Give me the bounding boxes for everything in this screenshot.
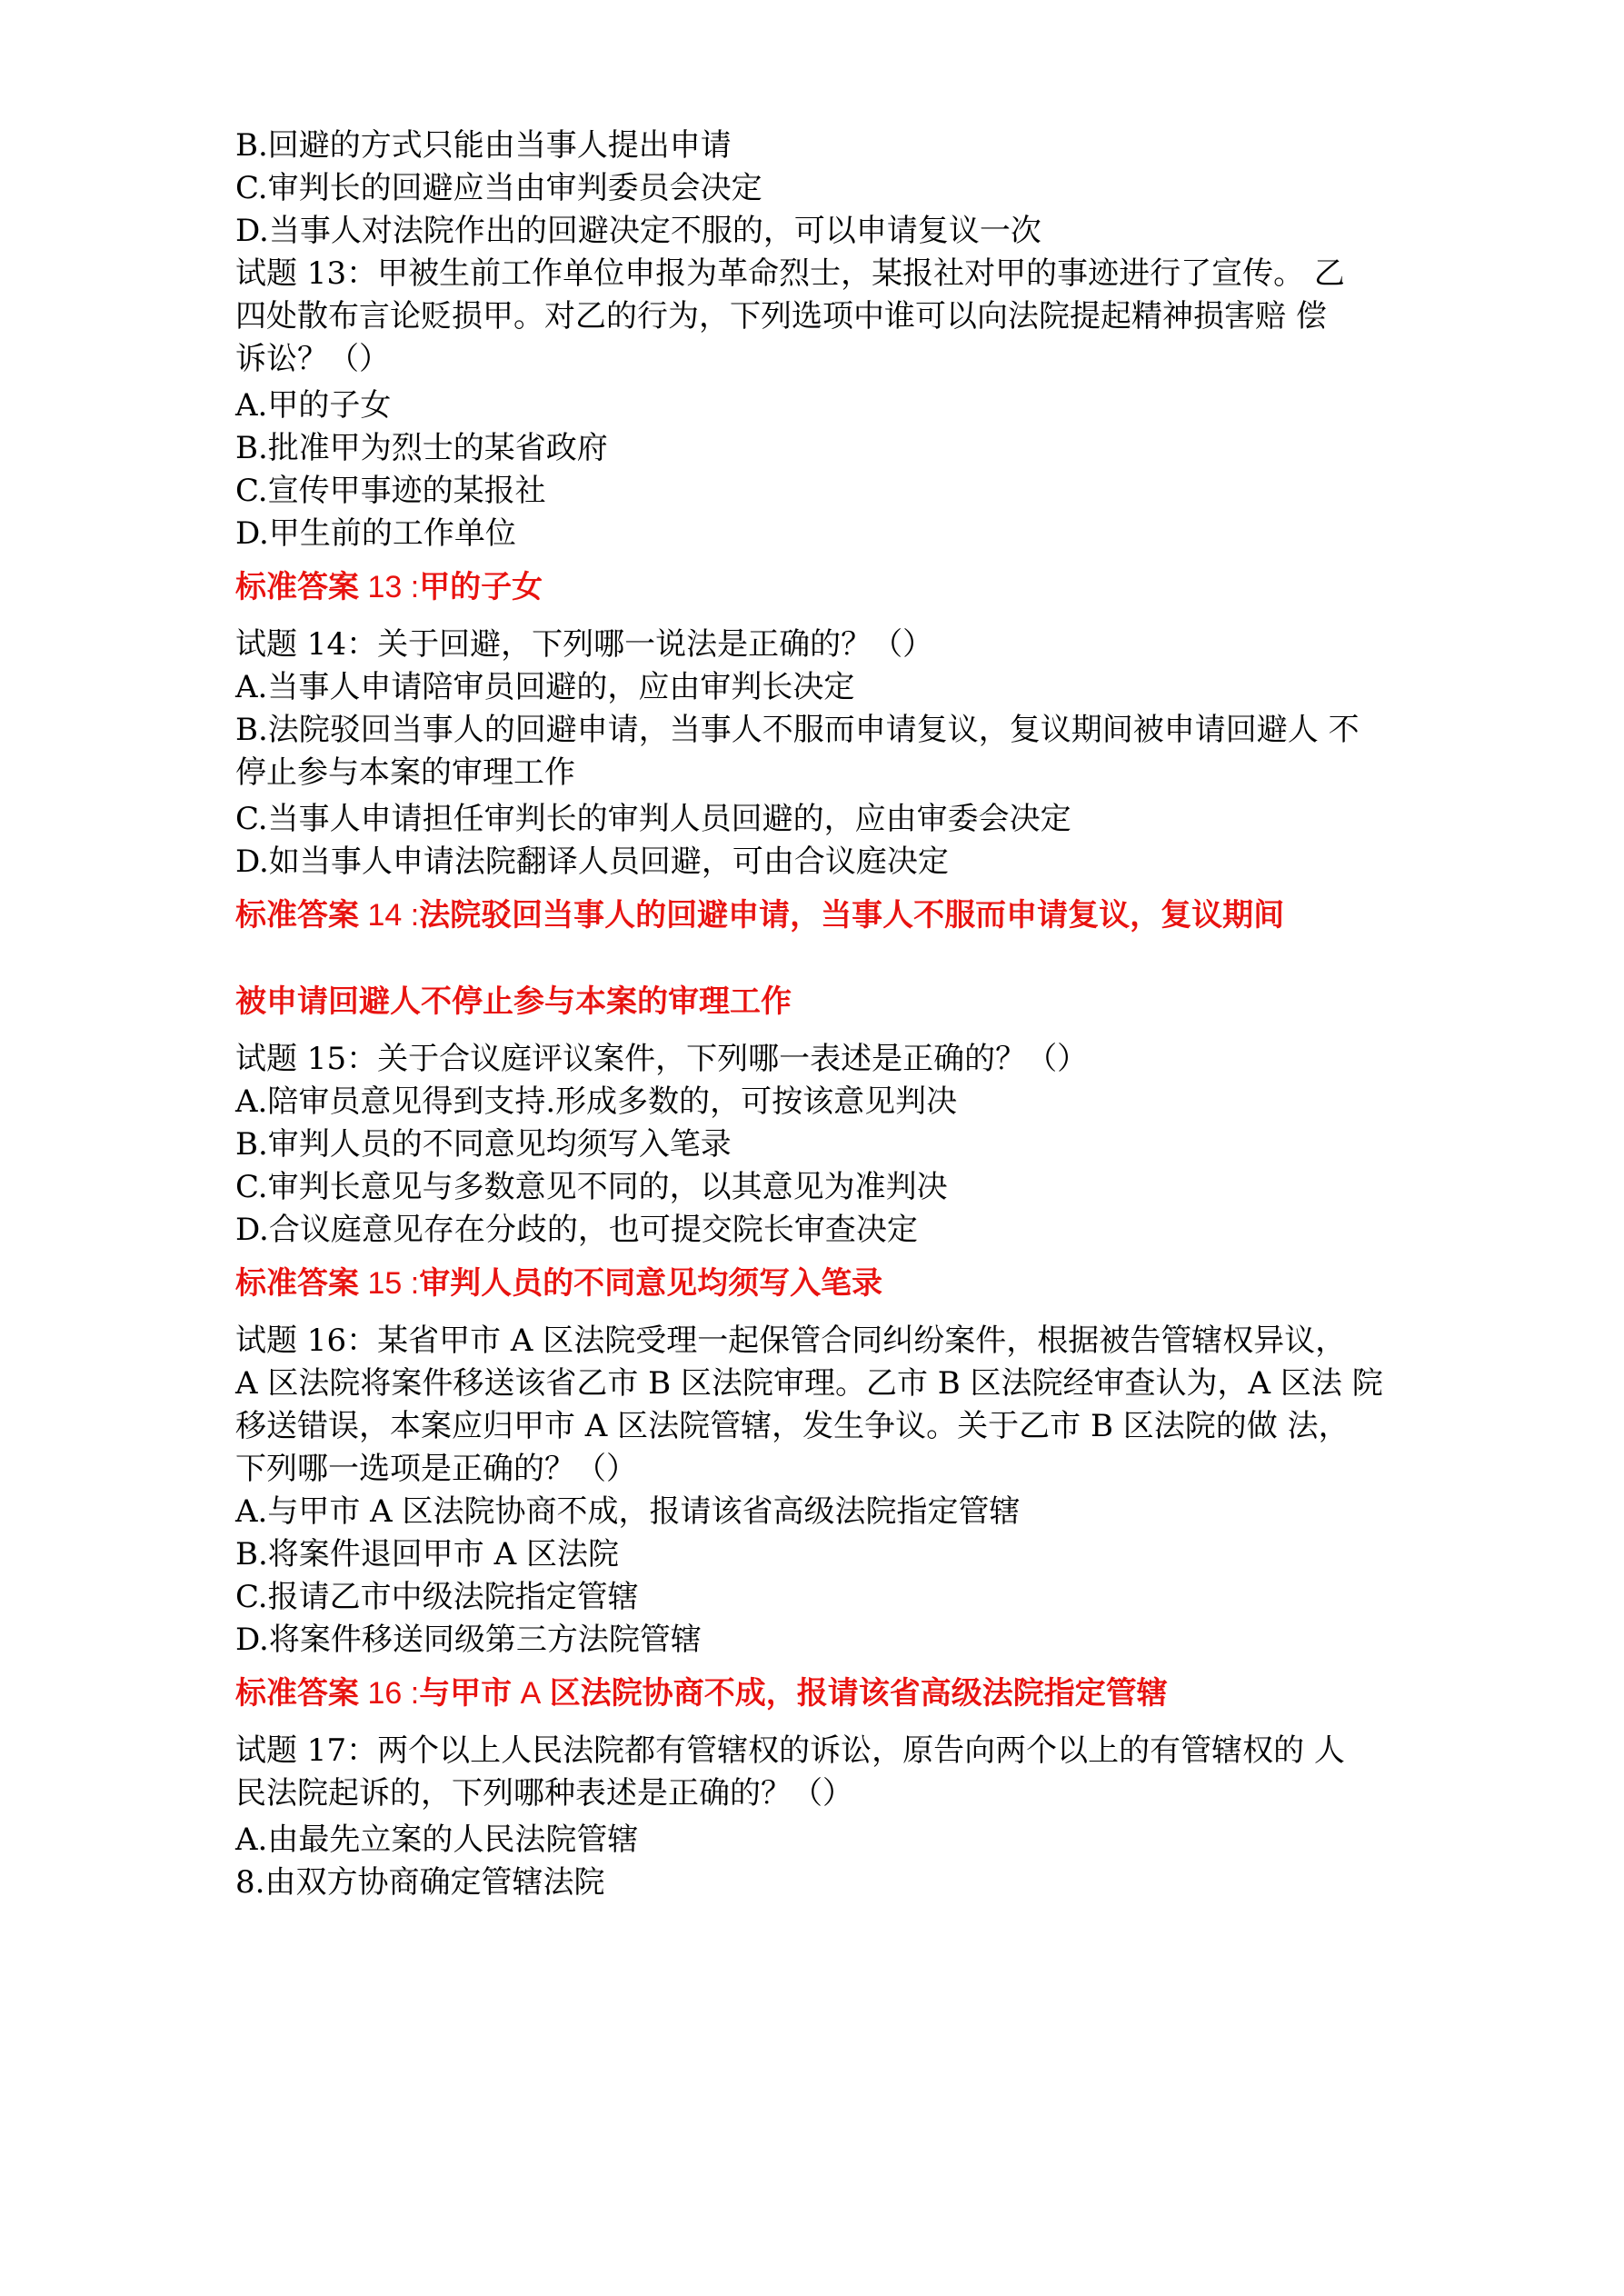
q16-stem-line-3: 移送错误，本案应归甲市 A 区法院管辖，发生争议。关于乙市 B 区法院的做 法， <box>235 1408 1350 1444</box>
q17-stem-line-2: 民法院起诉的，下列哪种表述是正确的？（） <box>235 1775 853 1812</box>
q14-option-b-line-2: 停止参与本案的审理工作 <box>235 754 575 791</box>
q13-stem-line-2: 四处散布言论贬损甲。对乙的行为，下列选项中谁可以向法院提起精神损害赔 偿 <box>235 298 1327 334</box>
q16-option-a: A.与甲市 A 区法院协商不成，报请该省高级法院指定管辖 <box>235 1493 1021 1530</box>
q14-answer <box>235 894 1417 1023</box>
answer-separator: : <box>410 898 420 933</box>
question-13 <box>235 253 1417 609</box>
q13-answer <box>235 566 1417 609</box>
q13-option-a: A.甲的子女 <box>235 387 392 424</box>
answer-text-rest: 区法院协商不成，报请该省高级法院指定管辖 <box>549 1676 1168 1711</box>
q15-option-c: C.审判长意见与多数意见不同的，以其意见为准判决 <box>235 1169 948 1205</box>
answer-separator: : <box>410 570 420 604</box>
answer-separator: : <box>410 1266 420 1301</box>
answer-number: 14 <box>367 898 403 933</box>
question-14 <box>235 624 1417 1023</box>
answer-label: 标准答案 <box>235 1266 359 1301</box>
question-16 <box>235 1320 1417 1715</box>
q15-stem-line-1: 试题 15：关于合议庭评议案件，下列哪一表述是正确的？（） <box>235 1041 1089 1077</box>
q13-stem-line-1: 试题 13：甲被生前工作单位申报为革命烈士，某报社对甲的事迹进行了宣传。 乙 <box>235 255 1345 292</box>
q12-option-b: B.回避的方式只能由当事人提出申请 <box>235 127 732 164</box>
q16-option-c: C.报请乙市中级法院指定管辖 <box>235 1579 639 1615</box>
answer-label: 标准答案 <box>235 1676 359 1711</box>
q16-option-b: B.将案件退回甲市 A 区法院 <box>235 1536 619 1572</box>
q13-option-b: B.批准甲为烈士的某省政府 <box>235 430 608 466</box>
q12-option-c: C.审判长的回避应当由审判委员会决定 <box>235 170 762 206</box>
answer-label: 标准答案 <box>235 898 359 933</box>
q13-option-c: C.宣传甲事迹的某报社 <box>235 473 546 509</box>
answer-number: 13 <box>367 570 403 604</box>
question-12-options <box>235 125 1417 253</box>
q12-option-d: D.当事人对法院作出的回避决定不服的，可以申请复议一次 <box>235 213 1041 249</box>
q16-stem-line-4: 下列哪一选项是正确的？（） <box>235 1451 637 1487</box>
answer-text: 与甲市 <box>419 1676 513 1711</box>
q16-answer <box>235 1672 1417 1715</box>
q16-stem-line-1: 试题 16：某省甲市 A 区法院受理一起保管合同纠纷案件，根据被告管辖权异议， <box>235 1323 1347 1359</box>
answer-label: 标准答案 <box>235 570 359 604</box>
q16-stem-line-2: A 区法院将案件移送该省乙市 B 区法院审理。乙市 B 区法院经审查认为，A 区法 院 <box>235 1365 1383 1402</box>
q15-option-b: B.审判人员的不同意见均须写入笔录 <box>235 1126 732 1163</box>
answer-text: 甲的子女 <box>419 570 543 604</box>
q13-stem-line-3: 诉讼？（） <box>235 341 390 377</box>
q14-option-b-line-1: B.法院驳回当事人的回避申请，当事人不服而申请复议，复议期间被申请回避人 不 <box>235 712 1360 748</box>
q15-option-d: D.合议庭意见存在分歧的，也可提交院长审查决定 <box>235 1212 918 1248</box>
q16-option-d: D.将案件移送同级第三方法院管辖 <box>235 1622 702 1658</box>
answer-text-continued: 被申请回避人不停止参与本案的审理工作 <box>235 984 792 1019</box>
q15-answer <box>235 1263 1417 1305</box>
q17-option-a: A.由最先立案的人民法院管辖 <box>235 1822 639 1858</box>
answer-text: 法院驳回当事人的回避申请，当事人不服而申请复议，复议期间 <box>419 898 1285 933</box>
answer-separator: : <box>410 1676 420 1711</box>
answer-text: 审判人员的不同意见均须写入笔录 <box>419 1266 883 1301</box>
q14-option-c: C.当事人申请担任审判长的审判人员回避的，应由审委会决定 <box>235 801 1071 837</box>
q14-option-a: A.当事人申请陪审员回避的，应由审判长决定 <box>235 669 855 705</box>
q15-option-a: A.陪审员意见得到支持.形成多数的，可按该意见判决 <box>235 1083 958 1120</box>
q13-option-d: D.甲生前的工作单位 <box>235 515 516 552</box>
q17-stem-line-1: 试题 17：两个以上人民法院都有管辖权的诉讼，原告向两个以上的有管辖权的 人 <box>235 1732 1345 1769</box>
question-17 <box>235 1730 1417 1904</box>
q14-stem-line-1: 试题 14：关于回避，下列哪一说法是正确的？（） <box>235 626 934 663</box>
document-content <box>235 125 1417 1904</box>
q17-option-b: 8.由双方协商确定管辖法院 <box>235 1864 605 1901</box>
answer-number: 16 <box>367 1676 403 1711</box>
question-15 <box>235 1038 1417 1305</box>
q14-option-d: D.如当事人申请法院翻译人员回避，可由合议庭决定 <box>235 844 949 880</box>
answer-letter: A <box>520 1676 542 1711</box>
answer-number: 15 <box>367 1266 403 1301</box>
